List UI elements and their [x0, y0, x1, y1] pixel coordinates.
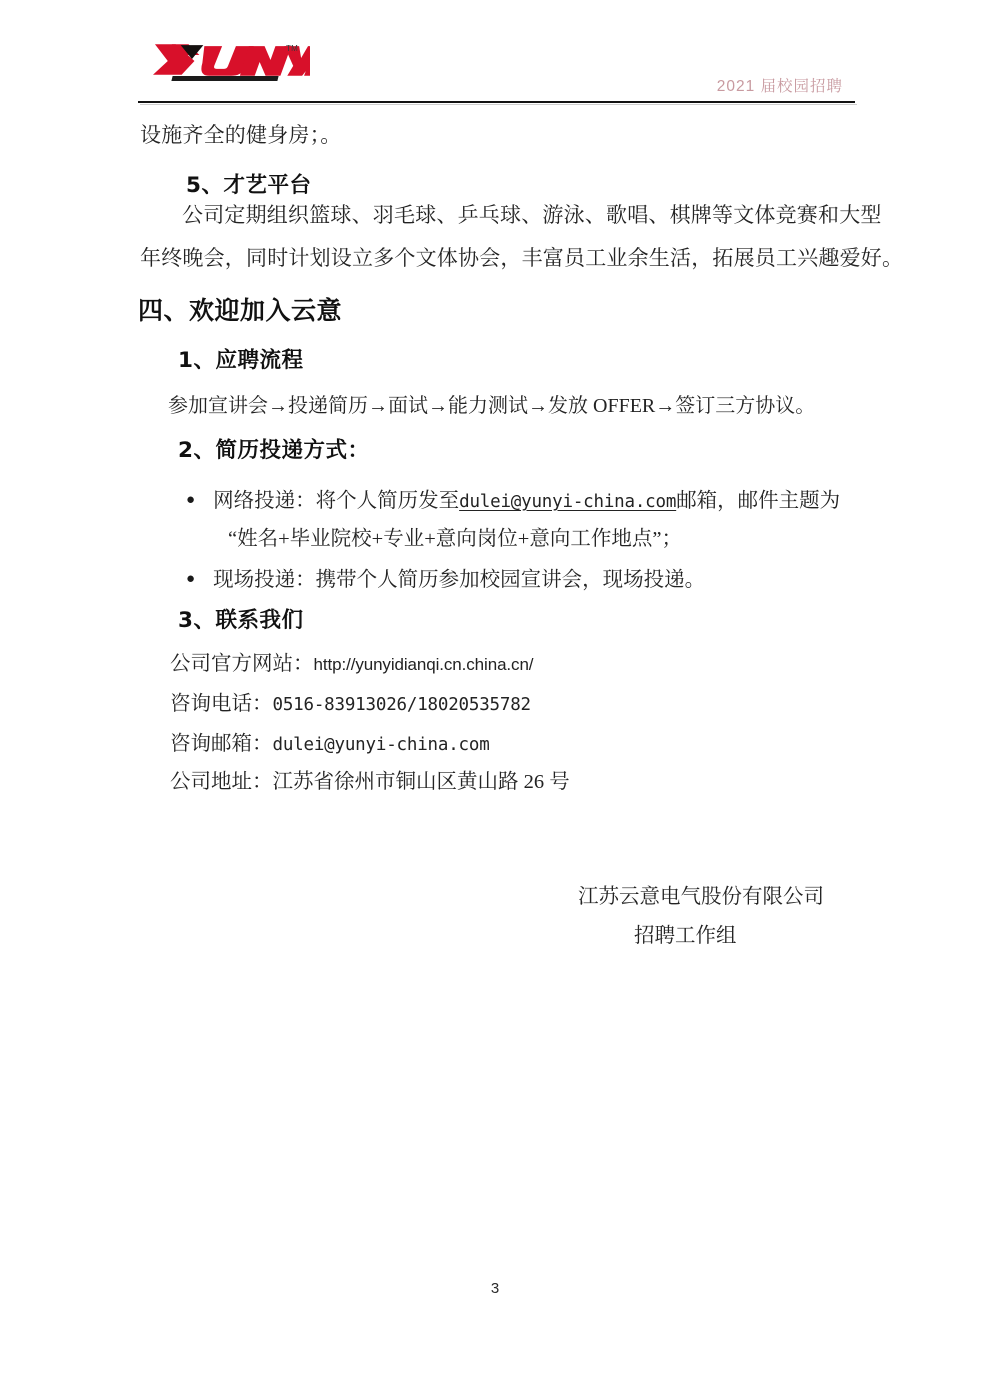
bullet-1-prefix: 网络投递：将个人简历发至 — [213, 490, 460, 512]
email-link-inline[interactable]: dulei@yunyi-china.com — [459, 492, 677, 512]
list-item — [186, 483, 840, 513]
page-header — [138, 34, 855, 104]
signature-company: 江苏云意电气股份有限公司 — [578, 886, 824, 908]
bullet-dot-icon: ● — [186, 571, 196, 587]
bullet-1-line2-wrapper — [228, 521, 682, 551]
contact-value-website[interactable]: http://yunyidianqi.cn.china.cn/ — [313, 655, 534, 674]
contact-row-email — [170, 726, 490, 756]
bullet-1-line2: “姓名+毕业院校+专业+意向岗位+意向工作地点”； — [228, 528, 682, 550]
header-divider — [138, 101, 855, 103]
section5-paragraph-line1: 公司定期组织篮球、羽毛球、乒乓球、游泳、歌唱、棋牌等文体竞赛和大型 — [182, 203, 882, 227]
heading-5-talent-platform: 5、才艺平台 — [186, 173, 312, 198]
contact-row-phone — [170, 686, 531, 716]
contact-row-address — [170, 764, 570, 794]
contact-value-email[interactable]: dulei@yunyi-china.com — [272, 735, 490, 755]
contact-row-website — [170, 646, 533, 676]
contact-label-website: 公司官方网站： — [170, 653, 314, 675]
heading-4-welcome: 四、欢迎加入云意 — [138, 296, 343, 325]
list-item — [186, 562, 705, 592]
trademark-icon: TM — [286, 44, 299, 53]
page-number: 3 — [490, 1280, 500, 1297]
logo-underline-bar — [171, 76, 278, 81]
contact-label-phone: 咨询电话： — [170, 693, 273, 715]
bullet-1-suffix: 邮箱，邮件主题为 — [676, 490, 841, 512]
signature-team: 招聘工作组 — [634, 925, 737, 947]
heading-2-resume-submission: 2、简历投递方式： — [178, 438, 370, 463]
carryover-text: 设施齐全的健身房；。 — [140, 123, 342, 147]
bullet-dot-icon: ● — [186, 492, 196, 508]
bullet-2-text: 现场投递：携带个人简历参加校园宣讲会，现场投递。 — [213, 569, 706, 591]
yunyi-logo — [152, 40, 312, 90]
heading-1-application-process: 1、应聘流程 — [178, 348, 304, 373]
contact-label-email: 咨询邮箱： — [170, 733, 273, 755]
contact-value-phone: 0516-83913026/18020535782 — [272, 695, 531, 715]
header-campus-recruitment-title: 2021 届校园招聘 — [716, 78, 843, 95]
section5-paragraph-line2: 年终晚会，同时计划设立多个文体协会，丰富员工业余生活，拓展员工兴趣爱好。 — [140, 246, 904, 270]
heading-3-contact-us: 3、联系我们 — [178, 608, 304, 633]
application-flow-text: 参加宣讲会→投递简历→面试→能力测试→发放 OFFER→签订三方协议。 — [168, 395, 816, 417]
contact-value-address: 江苏省徐州市铜山区黄山路 26 号 — [272, 771, 570, 793]
header-rule-shadow — [140, 104, 857, 105]
contact-label-address: 公司地址： — [170, 771, 273, 793]
